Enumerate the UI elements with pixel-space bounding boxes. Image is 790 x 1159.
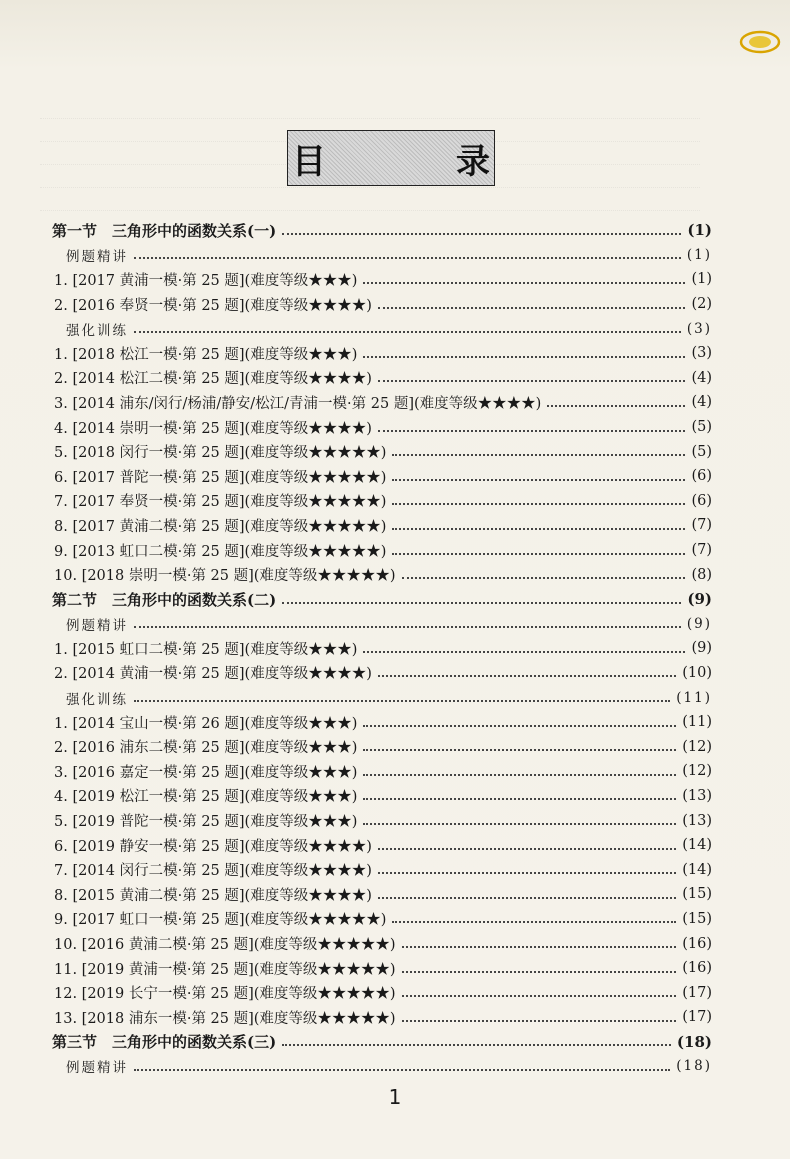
toc-entry-label: 1. [2018 松江一模·第 25 题](难度等级★★★) xyxy=(54,346,358,363)
toc-entry[interactable] xyxy=(52,882,712,907)
dot-leader xyxy=(134,625,681,628)
toc-entry-page: (5) xyxy=(691,419,712,436)
dot-leader xyxy=(392,453,685,456)
toc-entry[interactable] xyxy=(52,734,712,759)
toc-entry-label: 第二节 三角形中的函数关系(二) xyxy=(52,590,277,609)
toc-entry-page: (17) xyxy=(682,1009,712,1026)
toc-entry[interactable] xyxy=(52,661,712,686)
toc-entry[interactable] xyxy=(52,1005,712,1030)
toc-entry[interactable] xyxy=(52,562,712,587)
toc-entry[interactable] xyxy=(52,538,712,563)
toc-entry-page: (1) xyxy=(686,246,712,263)
toc-entry-page: (4) xyxy=(691,369,712,386)
toc-entry[interactable] xyxy=(52,390,712,415)
toc-subheading[interactable] xyxy=(52,316,712,341)
toc-entry-page: (10) xyxy=(682,664,712,681)
dot-leader xyxy=(392,552,685,555)
toc-entry[interactable] xyxy=(52,808,712,833)
toc-section-heading[interactable] xyxy=(52,1030,712,1055)
toc-entry-label: 例题精讲 xyxy=(66,1060,128,1077)
toc-subheading[interactable] xyxy=(52,1054,712,1079)
page-number: 1 xyxy=(388,1085,402,1109)
dot-leader xyxy=(134,1068,670,1071)
toc-entry-page: (3) xyxy=(691,345,712,362)
toc-entry[interactable] xyxy=(52,759,712,784)
dot-leader xyxy=(363,773,676,776)
toc-entry-label: 1. [2014 宝山一模·第 26 题](难度等级★★★) xyxy=(54,715,358,732)
toc-entry-page: (3) xyxy=(686,320,712,337)
dot-leader xyxy=(402,945,677,948)
toc-entry-label: 2. [2014 黄浦一模·第 25 题](难度等级★★★★) xyxy=(54,666,372,683)
toc-entry-label: 强化训练 xyxy=(66,322,128,339)
toc-entry-label: 5. [2018 闵行一模·第 25 题](难度等级★★★★★) xyxy=(54,445,387,462)
dot-leader xyxy=(134,330,681,333)
toc-entry[interactable] xyxy=(52,366,712,391)
toc-entry-label: 11. [2019 黄浦一模·第 25 题](难度等级★★★★★) xyxy=(54,961,396,978)
toc-entry-label: 9. [2017 虹口一模·第 25 题](难度等级★★★★★) xyxy=(54,912,387,929)
toc-entry-page: (17) xyxy=(682,984,712,1001)
dot-leader xyxy=(378,847,676,850)
toc-entry-label: 9. [2013 虹口二模·第 25 题](难度等级★★★★★) xyxy=(54,543,387,560)
toc-entry[interactable] xyxy=(52,267,712,292)
toc-entry-label: 5. [2019 普陀一模·第 25 题](难度等级★★★) xyxy=(54,814,358,831)
dot-leader xyxy=(378,379,686,382)
dot-leader xyxy=(282,232,681,235)
toc-entry-label: 10. [2018 崇明一模·第 25 题](难度等级★★★★★) xyxy=(54,568,396,585)
dot-leader xyxy=(402,1019,677,1022)
toc-entry-label: 强化训练 xyxy=(66,691,128,708)
toc-entry-page: (2) xyxy=(691,296,712,313)
toc-entry-label: 7. [2014 闵行二模·第 25 题](难度等级★★★★) xyxy=(54,863,372,880)
toc-entry-label: 8. [2015 黄浦二模·第 25 题](难度等级★★★★) xyxy=(54,887,372,904)
toc-entry-page: (9) xyxy=(686,615,712,632)
toc-entry-page: (8) xyxy=(691,566,712,583)
dot-leader xyxy=(363,281,685,284)
toc-entry[interactable] xyxy=(52,341,712,366)
toc-entry[interactable] xyxy=(52,710,712,735)
dot-leader xyxy=(282,1043,671,1046)
toc-entry-label: 6. [2017 普陀一模·第 25 题](难度等级★★★★★) xyxy=(54,469,387,486)
toc-entry-page: (12) xyxy=(682,763,712,780)
toc-entry-page: (12) xyxy=(682,738,712,755)
toc-entry[interactable] xyxy=(52,439,712,464)
toc-entry[interactable] xyxy=(52,833,712,858)
dot-leader xyxy=(547,404,685,407)
publisher-logo-icon xyxy=(738,26,782,56)
dot-leader xyxy=(363,650,685,653)
dot-leader xyxy=(134,699,670,702)
toc-entry-page: (15) xyxy=(682,910,712,927)
toc-entry-page: (14) xyxy=(682,837,712,854)
toc-entry-label: 4. [2019 松江一模·第 25 题](难度等级★★★) xyxy=(54,789,358,806)
dot-leader xyxy=(363,822,676,825)
toc-entry-label: 12. [2019 长宁一模·第 25 题](难度等级★★★★★) xyxy=(54,986,396,1003)
toc-entry[interactable] xyxy=(52,980,712,1005)
toc-section-heading[interactable] xyxy=(52,587,712,612)
toc-entry-label: 8. [2017 黄浦二模·第 25 题](难度等级★★★★★) xyxy=(54,518,387,535)
dot-leader xyxy=(392,920,676,923)
toc-section-heading[interactable] xyxy=(52,218,712,243)
toc-entry[interactable] xyxy=(52,907,712,932)
toc-entry[interactable] xyxy=(52,956,712,981)
toc-entry-label: 6. [2019 静安一模·第 25 题](难度等级★★★★) xyxy=(54,838,372,855)
dot-leader xyxy=(402,970,677,973)
toc-entry-page: (16) xyxy=(682,960,712,977)
toc-entry-page: (18) xyxy=(676,1058,712,1075)
toc-entry-page: (16) xyxy=(682,935,712,952)
toc-entry-label: 1. [2015 虹口二模·第 25 题](难度等级★★★) xyxy=(54,641,358,658)
dot-leader xyxy=(363,724,676,727)
toc-entry[interactable] xyxy=(52,784,712,809)
toc-entry[interactable] xyxy=(52,931,712,956)
toc-entry-page: (6) xyxy=(691,492,712,509)
dot-leader xyxy=(134,256,681,259)
dot-leader xyxy=(378,429,686,432)
toc-entry-page: (9) xyxy=(687,590,712,609)
dot-leader xyxy=(402,994,677,997)
dot-leader xyxy=(392,502,685,505)
toc-entry-page: (15) xyxy=(682,886,712,903)
dot-leader xyxy=(392,527,685,530)
toc-entry-page: (11) xyxy=(682,714,712,731)
toc-title: 目 录 xyxy=(292,141,538,182)
dot-leader xyxy=(392,478,685,481)
toc-entry-page: (1) xyxy=(691,271,712,288)
toc-entry[interactable] xyxy=(52,857,712,882)
toc-entry-label: 2. [2016 浦东二模·第 25 题](难度等级★★★) xyxy=(54,740,358,757)
toc-entry-label: 2. [2014 松江二模·第 25 题](难度等级★★★★) xyxy=(54,371,372,388)
toc-entry-label: 第一节 三角形中的函数关系(一) xyxy=(52,221,277,240)
toc-subheading[interactable] xyxy=(52,243,712,268)
toc-entry-label: 3. [2016 嘉定一模·第 25 题](难度等级★★★) xyxy=(54,764,358,781)
toc-entry-page: (7) xyxy=(691,542,712,559)
dot-leader xyxy=(282,601,681,604)
toc-entry-page: (13) xyxy=(682,812,712,829)
toc-entry-page: (7) xyxy=(691,517,712,534)
toc-entry-label: 2. [2016 奉贤一模·第 25 题](难度等级★★★★) xyxy=(54,297,372,314)
toc-entry-page: (13) xyxy=(682,787,712,804)
toc-entry-page: (11) xyxy=(676,689,712,706)
toc-entry-label: 13. [2018 浦东一模·第 25 题](难度等级★★★★★) xyxy=(54,1010,396,1027)
toc-subheading[interactable] xyxy=(52,612,712,637)
toc-entry-label: 第三节 三角形中的函数关系(三) xyxy=(52,1033,277,1052)
toc-entry-label: 10. [2016 黄浦二模·第 25 题](难度等级★★★★★) xyxy=(54,937,396,954)
dot-leader xyxy=(378,674,676,677)
table-of-contents xyxy=(52,218,712,1079)
toc-entry[interactable] xyxy=(52,636,712,661)
dot-leader xyxy=(378,871,676,874)
toc-entry[interactable] xyxy=(52,464,712,489)
dot-leader xyxy=(378,306,686,309)
toc-title-box xyxy=(287,130,538,186)
toc-entry-label: 4. [2014 崇明一模·第 25 题](难度等级★★★★) xyxy=(54,420,372,437)
toc-subheading[interactable] xyxy=(52,685,712,710)
toc-entry-label: 1. [2017 黄浦一模·第 25 题](难度等级★★★) xyxy=(54,272,358,289)
dot-leader xyxy=(363,748,676,751)
toc-entry[interactable] xyxy=(52,513,712,538)
toc-entry[interactable] xyxy=(52,292,712,317)
toc-entry-page: (6) xyxy=(691,468,712,485)
dot-leader xyxy=(363,355,685,358)
toc-entry-page: (5) xyxy=(691,443,712,460)
toc-entry-page: (9) xyxy=(691,640,712,657)
toc-entry-page: (4) xyxy=(691,394,712,411)
toc-entry[interactable] xyxy=(52,489,712,514)
toc-entry[interactable] xyxy=(52,415,712,440)
toc-entry-label: 3. [2014 浦东/闵行/杨浦/静安/松江/青浦一模·第 25 题](难度等级★★★★) xyxy=(54,395,542,412)
toc-entry-label: 例题精讲 xyxy=(66,617,128,634)
toc-entry-page: (1) xyxy=(687,221,712,240)
dot-leader xyxy=(363,797,676,800)
toc-entry-page: (18) xyxy=(676,1032,712,1051)
dot-leader xyxy=(378,896,676,899)
dot-leader xyxy=(402,576,686,579)
toc-entry-label: 7. [2017 奉贤一模·第 25 题](难度等级★★★★★) xyxy=(54,494,387,511)
toc-entry-label: 例题精讲 xyxy=(66,248,128,265)
toc-entry-page: (14) xyxy=(682,861,712,878)
